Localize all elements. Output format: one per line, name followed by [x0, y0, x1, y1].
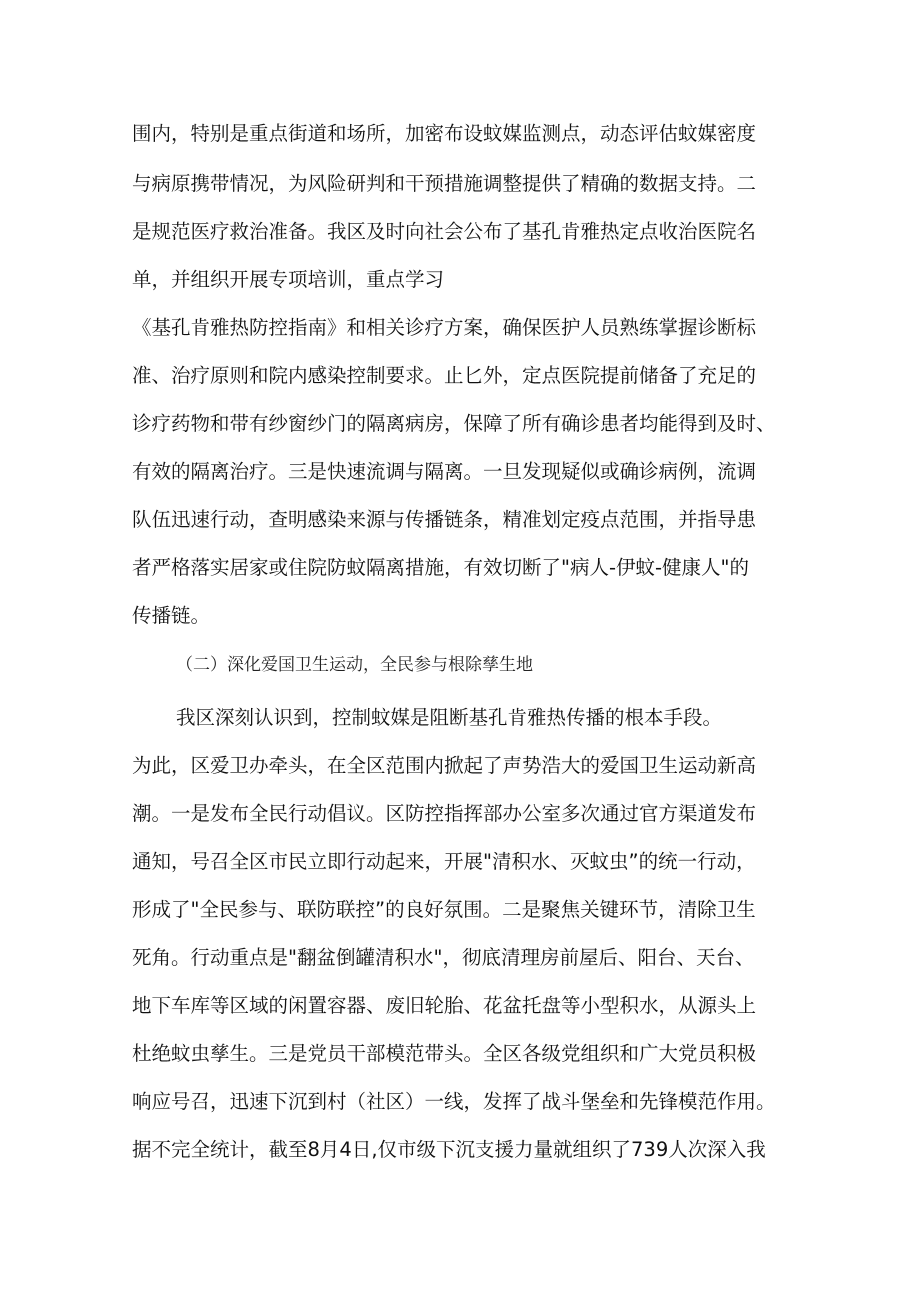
paragraph-line: 据不完全统计，截至8月4日,仅市级下沉支援力量就组织了739人次深入我: [132, 1138, 766, 1161]
paragraph-line: 队伍迅速行动，查明感染来源与传播链条，精准划定疫点范围，并指导患: [132, 508, 757, 531]
paragraph-line: 传播链。: [132, 604, 211, 627]
paragraph-line: 围内，特别是重点街道和场所，加密布设蚊媒监测点，动态评估蚊媒密度: [132, 122, 757, 145]
paragraph-line: 单，并组织开展专项培训，重点学习: [132, 268, 445, 291]
paragraph-line: 形成了"全民参与、联防联控”的良好氛围。二是聚焦关键环节，清除卫生: [132, 898, 756, 921]
paragraph-line: 我区深刻认识到，控制蚊媒是阻断基孔肯雅热传播的根本手段。: [176, 706, 723, 729]
section-heading: （二）深化爱国卫生运动，全民参与根除孳生地: [176, 655, 533, 675]
paragraph-line: 潮。一是发布全民行动倡议。区防控指挥部办公室多次通过官方渠道发布: [132, 802, 757, 825]
paragraph-line: 准、治疗原则和院内感染控制要求。止匕外，定点医院提前储备了充足的: [132, 364, 757, 387]
paragraph-line: 《基孔肯雅热防控指南》和相关诊疗方案，确保医护人员熟练掌握诊断标: [132, 316, 757, 339]
paragraph-line: 与病原携带情况，为风险研判和干预措施调整提供了精确的数据支持。二: [132, 172, 757, 195]
paragraph-line: 杜绝蚊虫孳生。三是党员干部模范带头。全区各级党组织和广大党员积极: [132, 1042, 757, 1065]
paragraph-line: 为此，区爱卫办牵头，在全区范围内掀起了声势浩大的爱国卫生运动新高: [132, 754, 757, 777]
paragraph-line: 是规范医疗救治准备。我区及时向社会公布了基孔肯雅热定点收治医院名: [132, 220, 757, 243]
paragraph-line: 死角。行动重点是"翻盆倒罐清积水"，彻底清理房前屋后、阳台、天台、: [132, 946, 755, 969]
paragraph-line: 响应号召，迅速下沉到村（社区）一线，发挥了战斗堡垒和先锋模范作用。: [132, 1090, 776, 1113]
paragraph-line: 通知，号召全区市民立即行动起来，开展"清积水、灭蚊虫”的统一行动，: [132, 850, 756, 873]
paragraph-line: 者严格落实居家或住院防蚊隔离措施，有效切断了"病人-伊蚊-健康人"的: [132, 556, 750, 579]
paragraph-line: 地下车库等区域的闲置容器、废旧轮胎、花盆托盘等小型积水，从源头上: [132, 994, 757, 1017]
paragraph-line: 诊疗药物和带有纱窗纱门的隔离病房，保障了所有确诊患者均能得到及时、: [132, 412, 776, 435]
paragraph-line: 有效的隔离治疗。三是快速流调与隔离。一旦发现疑似或确诊病例，流调: [132, 460, 757, 483]
